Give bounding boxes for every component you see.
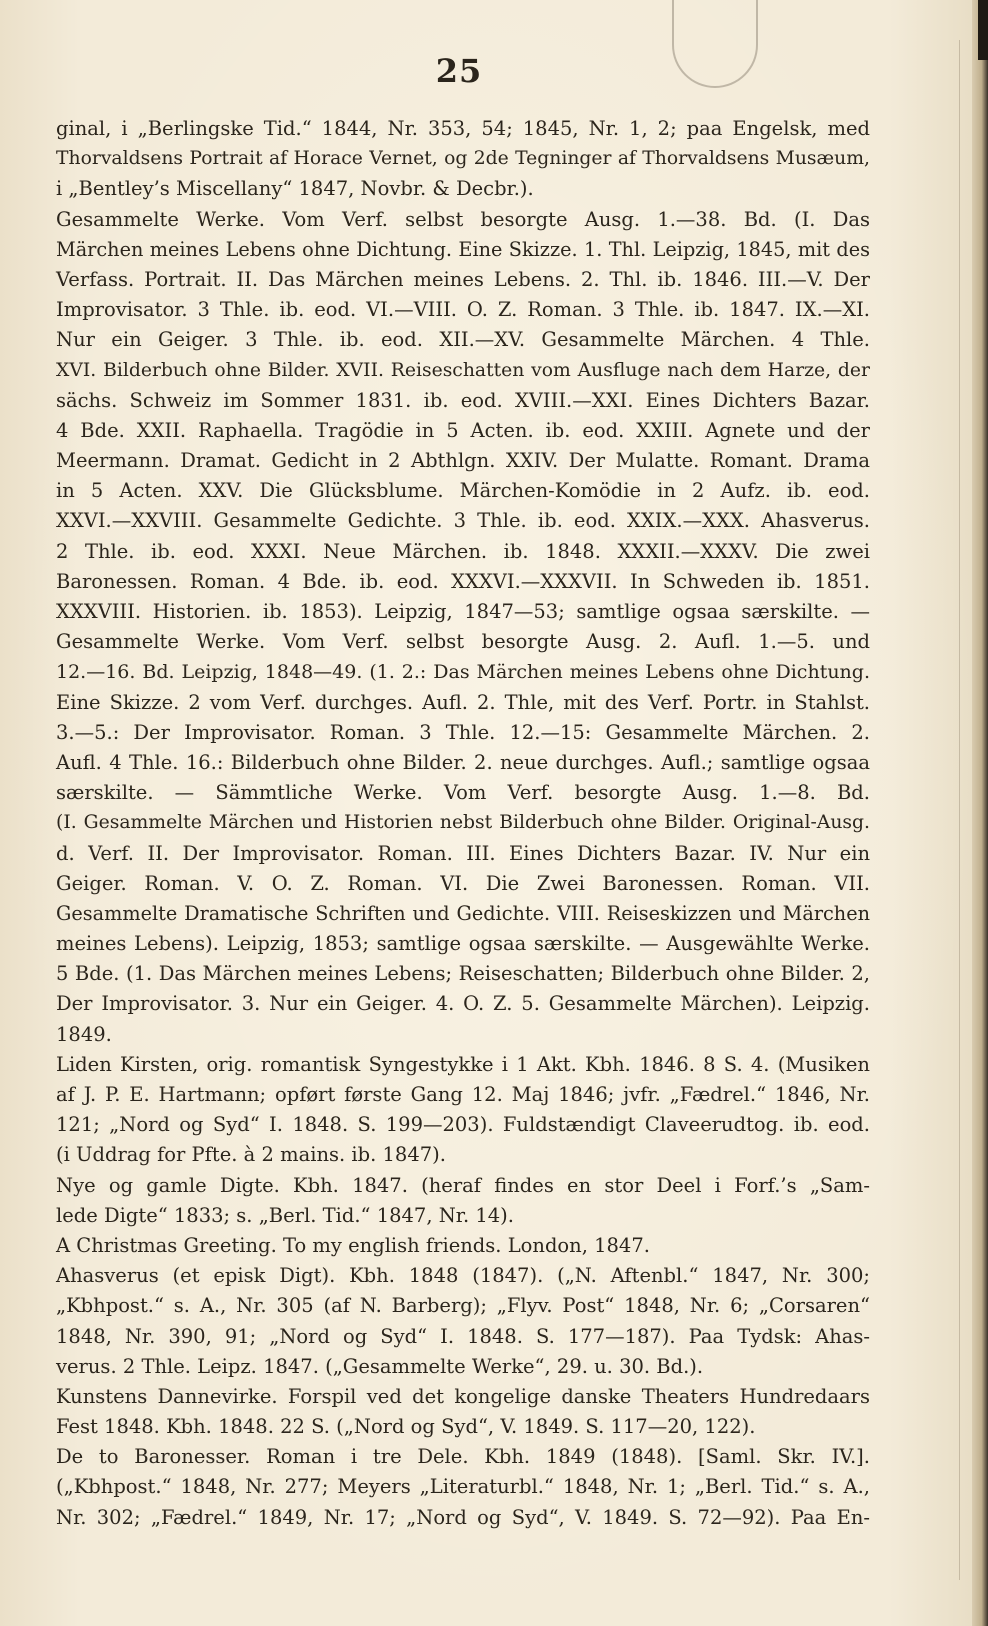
text-line: Gesammelte Werke. Vom Verf. selbst besorgte Ausg. 2. Aufl. 1.—5. und — [56, 630, 870, 654]
text-line: (i Uddrag for Pfte. à 2 mains. ib. 1847). — [56, 1143, 446, 1167]
text-line: særskilte. — Sämmtliche Werke. Vom Verf. besorgte Ausg. 1.—8. Bd. — [56, 781, 870, 805]
text-line: Thorvaldsens Portrait af Horace Vernet, og 2de Tegninger af Thorvaldsens Musæum, — [56, 148, 870, 170]
text-line: 4 Bde. XXII. Raphaella. Tragödie in 5 Acten. ib. eod. XXIII. Agnete und der — [56, 418, 870, 442]
text-line: verus. 2 Thle. Leipz. 1847. („Gesammelte Werke“, 29. u. 30. Bd.). — [56, 1354, 704, 1378]
text-line: Eine Skizze. 2 vom Verf. durchges. Aufl. 2. Thle, mit des Verf. Portr. in Stahlst. — [56, 690, 870, 714]
text-line: Baronessen. Roman. 4 Bde. ib. eod. XXXVI.—XXXVII. In Schweden ib. 1851. — [56, 569, 870, 593]
text-line: Nr. 302; „Fædrel.“ 1849, Nr. 17; „Nord og Syd“, V. 1849. S. 72—92). Paa En- — [56, 1505, 870, 1529]
text-line: af J. P. E. Hartmann; opført første Gang 12. Maj 1846; jvfr. „Fædrel.“ 1846, Nr. — [56, 1083, 870, 1106]
text-line: („Kbhpost.“ 1848, Nr. 277; Meyers „Literaturbl.“ 1848, Nr. 1; „Berl. Tid.“ s. A., — [56, 1475, 870, 1499]
body-text — [56, 114, 870, 1533]
page-number: 25 — [435, 52, 483, 90]
text-line: 12.—16. Bd. Leipzig, 1848—49. (1. 2.: Das Märchen meines Lebens ohne Dichtung. — [56, 661, 870, 684]
text-line: Verfass. Portrait. II. Das Märchen meines Lebens. 2. Thl. ib. 1846. III.—V. Der — [56, 267, 870, 291]
text-line: Liden Kirsten, orig. romantisk Syngestykke i 1 Akt. Kbh. 1846. 8 S. 4. (Musiken — [56, 1052, 870, 1076]
text-line: sächs. Schweiz im Sommer 1831. ib. eod. XVIII.—XXI. Eines Dichters Bazar. — [56, 388, 870, 412]
text-line: Nye og gamle Digte. Kbh. 1847. (heraf findes en stor Deel i Forf.’s „Sam- — [56, 1173, 870, 1197]
text-line: 5 Bde. (1. Das Märchen meines Lebens; Reiseschatten; Bilderbuch ohne Bilder. 2, — [56, 962, 870, 986]
text-line: 1848, Nr. 390, 91; „Nord og Syd“ I. 1848. S. 177—187). Paa Tydsk: Ahas- — [56, 1324, 870, 1348]
text-line: Fest 1848. Kbh. 1848. 22 S. („Nord og Syd“, V. 1849. S. 117—20, 122). — [56, 1415, 756, 1439]
text-line: Aufl. 4 Thle. 16.: Bilderbuch ohne Bilder. 2. neue durchges. Aufl.; samtlige ogsaa — [56, 750, 870, 774]
text-line: Nur ein Geiger. 3 Thle. ib. eod. XII.—XV. Gesammelte Märchen. 4 Thle. — [56, 328, 870, 352]
text-line: meines Lebens). Leipzig, 1853; samtlige ogsaa særskilte. — Ausgewählte Werke. — [56, 932, 870, 956]
text-line: Gesammelte Werke. Vom Verf. selbst besorgte Ausg. 1.—38. Bd. (I. Das — [56, 207, 870, 231]
text-line: Märchen meines Lebens ohne Dichtung. Eine Skizze. 1. Thl. Leipzig, 1845, mit des — [56, 237, 870, 261]
text-line: 1849. — [56, 1022, 112, 1046]
spine-mark — [978, 0, 988, 60]
text-line: i „Bentley’s Miscellany“ 1847, Novbr. & Decbr.). — [56, 177, 534, 201]
page-edge-rule — [959, 40, 960, 1580]
text-line: (I. Gesammelte Märchen und Historien nebst Bilderbuch ohne Bilder. Original-Ausg. — [56, 812, 870, 834]
text-line: 121; „Nord og Syd“ I. 1848. S. 199—203). Fuldstændigt Claveerudtog. ib. eod. — [56, 1113, 870, 1137]
text-line: XXXVIII. Historien. ib. 1853). Leipzig, 1847—53; samtlige ogsaa særskilte. — — [56, 600, 870, 623]
text-line: De to Baronesser. Roman i tre Dele. Kbh. 1849 (1848). [Saml. Skr. IV.]. — [56, 1445, 870, 1469]
text-line: Gesammelte Dramatische Schriften und Gedichte. VIII. Reiseskizzen und Märchen — [56, 901, 870, 925]
text-line: Der Improvisator. 3. Nur ein Geiger. 4. O. Z. 5. Gesammelte Märchen). Leipzig. — [56, 992, 870, 1016]
text-line: XXVI.—XXVIII. Gesammelte Gedichte. 3 Thle. ib. eod. XXIX.—XXX. Ahasverus. — [56, 509, 870, 533]
text-line: Geiger. Roman. V. O. Z. Roman. VI. Die Zwei Baronessen. Roman. VII. — [56, 871, 870, 895]
text-line: Meermann. Dramat. Gedicht in 2 Abthlgn. XXIV. Der Mulatte. Romant. Drama — [56, 449, 870, 473]
text-line: Ahasverus (et episk Digt). Kbh. 1848 (1847). („N. Aftenbl.“ 1847, Nr. 300; — [56, 1264, 870, 1288]
page-right-edge — [972, 0, 988, 1626]
text-line: 2 Thle. ib. eod. XXXI. Neue Märchen. ib. 1848. XXXII.—XXXV. Die zwei — [56, 539, 870, 563]
text-line: lede Digte“ 1833; s. „Berl. Tid.“ 1847, Nr. 14). — [56, 1203, 514, 1227]
text-line: Kunstens Dannevirke. Forspil ved det kongelige danske Theaters Hundredaars — [56, 1384, 870, 1408]
text-line: 3.—5.: Der Improvisator. Roman. 3 Thle. 12.—15: Gesammelte Märchen. 2. — [56, 720, 870, 744]
text-line: d. Verf. II. Der Improvisator. Roman. III. Eines Dichters Bazar. IV. Nur ein — [56, 841, 870, 865]
text-line: Improvisator. 3 Thle. ib. eod. VI.—VIII. O. Z. Roman. 3 Thle. ib. 1847. IX.—XI. — [56, 298, 870, 322]
text-line: ginal, i „Berlingske Tid.“ 1844, Nr. 353, 54; 1845, Nr. 1, 2; paa Engelsk, med — [56, 117, 870, 140]
text-line: XVI. Bilderbuch ohne Bilder. XVII. Reiseschatten vom Ausfluge nach dem Harze, der — [56, 359, 870, 381]
text-line: in 5 Acten. XXV. Die Glücksblume. Märchen-Komödie in 2 Aufz. ib. eod. — [56, 479, 870, 503]
text-line: „Kbhpost.“ s. A., Nr. 305 (af N. Barberg); „Flyv. Post“ 1848, Nr. 6; „Corsaren“ — [56, 1294, 870, 1318]
text-line: A Christmas Greeting. To my english friends. London, 1847. — [56, 1233, 650, 1257]
